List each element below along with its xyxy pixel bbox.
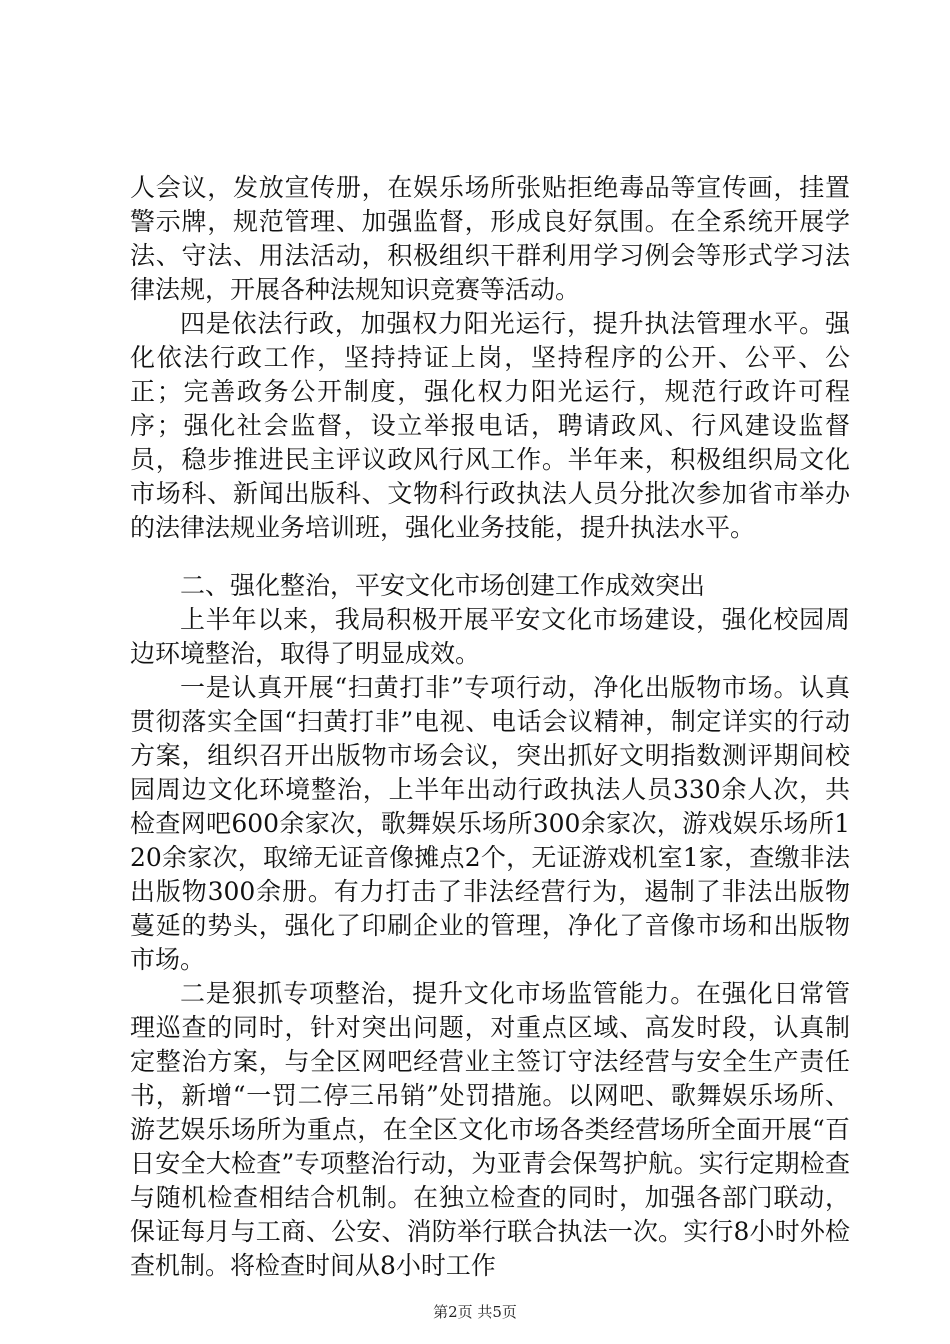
- page-footer: 第2页 共5页: [433, 1303, 517, 1321]
- paragraph-law-enforcement: 四是依法行政，加强权力阳光运行，提升执法管理水平。强化依法行政工作，坚持持证上岗，坚持程序的公开、公平、公正；完善政务公开制度，强化权力阳光运行，规范行政许可程序；强化社会监督，设立举报电话，聘请政风、行风建设监督员，稳步推进民主评议政风行风工作。半年来，积极组织局文化市场科、新闻出版科、文物科行政执法人员分批次参加省市举办的法律法规业务培训班，强化业务技能，提升执法水平。: [130, 309, 850, 542]
- section-heading: 二、强化整治，平安文化市场创建工作成效突出: [180, 571, 706, 600]
- document-body: [130, 171, 850, 1283]
- paragraph-anti-piracy: 一是认真开展“扫黄打非”专项行动，净化出版物市场。认真贯彻落实全国“扫黄打非”电视、电话会议精神，制定详实的行动方案，组织召开出版物市场会议，突出抓好文明指数测评期间校园周边文化环境整治，上半年出动行政执法人员330余人次，共检查网吧600余家次，歌舞娱乐场所300余家次，游戏娱乐场所120余家次，取缔无证音像摊点2个，无证游戏机室1家，查缴非法出版物300余册。有力打击了非法经营行为，遏制了非法出版物蔓延的势头，强化了印刷企业的管理，净化了音像市场和出版物市场。: [130, 673, 850, 974]
- paragraph-intro: 上半年以来，我局积极开展平安文化市场建设，强化校园周边环境整治，取得了明显成效。: [130, 605, 850, 668]
- paragraph-continuation: 人会议，发放宣传册，在娱乐场所张贴拒绝毒品等宣传画，挂置警示牌，规范管理、加强监督，形成良好氛围。在全系统开展学法、守法、用法活动，积极组织干群利用学习例会等形式学习法律法规，开展各种法规知识竞赛等活动。: [130, 173, 850, 304]
- paragraph-special-rectification: 二是狠抓专项整治，提升文化市场监管能力。在强化日常管理巡查的同时，针对突出问题，对重点区域、高发时段，认真制定整治方案，与全区网吧经营业主签订守法经营与安全生产责任书，新增“一罚二停三吊销”处罚措施。以网吧、歌舞娱乐场所、游艺娱乐场所为重点，在全区文化市场各类经营场所全面开展“百日安全大检查”专项整治行动，为亚青会保驾护航。实行定期检查与随机检查相结合机制。在独立检查的同时，加强各部门联动，保证每月与工商、公安、消防举行联合执法一次。实行8小时外检查机制。将检查时间从8小时工作: [130, 979, 850, 1280]
